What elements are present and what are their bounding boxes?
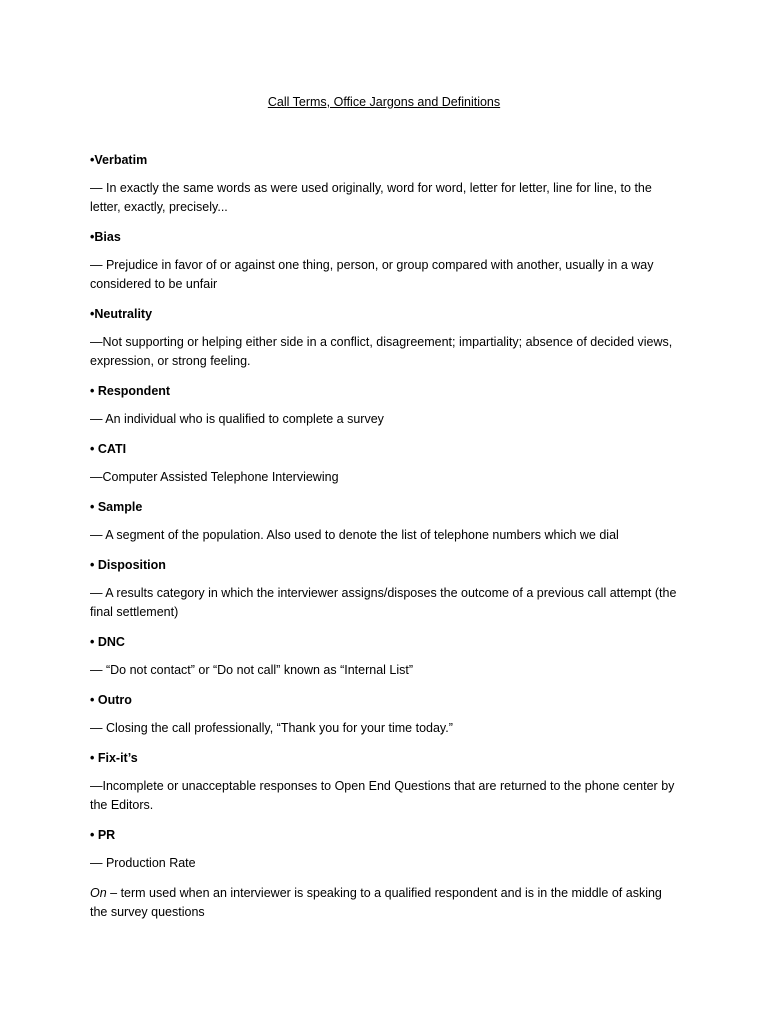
- entry-fix-its: [90, 749, 678, 815]
- term-cati: • CATI: [90, 442, 127, 456]
- term-fix-its: • Fix-it’s: [90, 751, 138, 765]
- definition-bias: — Prejudice in favor of or against one thing, person, or group compared with another, usually in a way considered to be unfair: [90, 258, 654, 291]
- definition-respondent: — An individual who is qualified to complete a survey: [90, 412, 384, 426]
- definition-sample: — A segment of the population. Also used to denote the list of telephone numbers which we dial: [90, 528, 619, 542]
- entry-respondent: [90, 382, 678, 429]
- definition-verbatim: — In exactly the same words as were used originally, word for word, letter for letter, line for line, to the letter, exactly, precisely...: [90, 181, 652, 214]
- document-title: Call Terms, Office Jargons and Definitions: [267, 95, 501, 109]
- definition-disposition: — A results category in which the interviewer assigns/disposes the outcome of a previous call attempt (the final settlement): [90, 586, 677, 619]
- definition-dnc: — “Do not contact” or “Do not call” known as “Internal List”: [90, 663, 414, 677]
- entry-disposition: [90, 556, 678, 622]
- term-verbatim: •Verbatim: [90, 153, 148, 167]
- term-outro: • Outro: [90, 693, 132, 707]
- final-note-text: – term used when an interviewer is speaking to a qualified respondent and is in the middle of asking the survey questions: [90, 886, 662, 919]
- term-sample: • Sample: [90, 500, 143, 514]
- term-dnc: • DNC: [90, 635, 125, 649]
- term-disposition: • Disposition: [90, 558, 166, 572]
- entry-sample: [90, 498, 678, 545]
- entry-bias: [90, 228, 678, 294]
- final-note-term: On: [90, 886, 107, 900]
- entry-pr: [90, 826, 678, 873]
- final-note: [90, 884, 678, 922]
- definition-cati: —Computer Assisted Telephone Interviewing: [90, 470, 339, 484]
- entry-neutrality: [90, 305, 678, 371]
- term-bias: •Bias: [90, 230, 121, 244]
- definition-fix-its: —Incomplete or unacceptable responses to Open End Questions that are returned to the phone center by the Editors.: [90, 779, 675, 812]
- term-respondent: • Respondent: [90, 384, 171, 398]
- definition-outro: — Closing the call professionally, “Thank you for your time today.”: [90, 721, 453, 735]
- entry-verbatim: [90, 151, 678, 217]
- entry-outro: [90, 691, 678, 738]
- definition-pr: — Production Rate: [90, 856, 196, 870]
- entry-dnc: [90, 633, 678, 680]
- term-pr: • PR: [90, 828, 116, 842]
- term-neutrality: •Neutrality: [90, 307, 153, 321]
- definition-neutrality: —Not supporting or helping either side in a conflict, disagreement; impartiality; absence of decided views, expression, or strong feeling.: [90, 335, 673, 368]
- entry-cati: [90, 440, 678, 487]
